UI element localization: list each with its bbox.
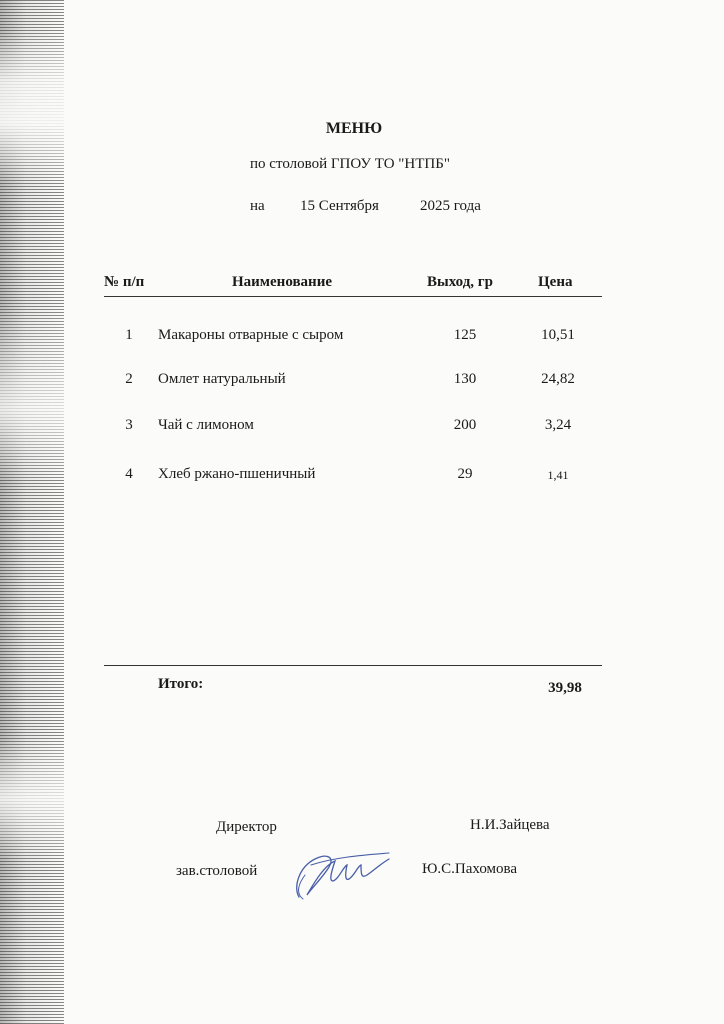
row-name: Макароны отварные с сыром [158,327,344,343]
row-price: 10,51 [541,327,575,343]
document-title: МЕНЮ [325,120,383,137]
total-label: Итого: [158,676,204,692]
row-price: 1,41 [547,468,569,482]
document-subtitle: по столовой ГПОУ ТО "НТПБ" [250,156,450,172]
row-number: 3 [125,417,133,433]
row-name: Чай с лимоном [158,417,254,433]
row-price: 24,82 [541,371,575,387]
scan-edge-artifact [0,0,64,1024]
header-name: Наименование [232,274,332,290]
total-value: 39,98 [548,680,582,696]
header-number: № п/п [104,274,145,290]
date-year: 2025 года [420,198,481,214]
row-name: Хлеб ржано-пшеничный [158,466,316,482]
canteen-manager-name: Ю.С.Пахомова [422,861,518,877]
row-number: 2 [125,371,133,387]
row-output: 125 [453,327,477,343]
director-title: Директор [216,819,277,835]
row-output: 130 [453,371,477,387]
handwritten-signature [285,845,395,905]
canteen-manager-title: зав.столовой [176,863,258,879]
header-output: Выход, гр [427,274,493,290]
row-output: 200 [453,417,477,433]
row-price: 3,24 [544,417,572,433]
date-prefix: на [250,198,265,214]
header-rule [104,296,602,297]
total-rule [104,665,602,666]
row-output: 29 [457,466,473,482]
row-name: Омлет натуральный [158,371,286,387]
header-price: Цена [538,274,573,290]
date-day-month: 15 Сентября [300,198,379,214]
row-number: 1 [125,327,133,343]
row-number: 4 [125,466,133,482]
director-name: Н.И.Зайцева [470,817,550,833]
